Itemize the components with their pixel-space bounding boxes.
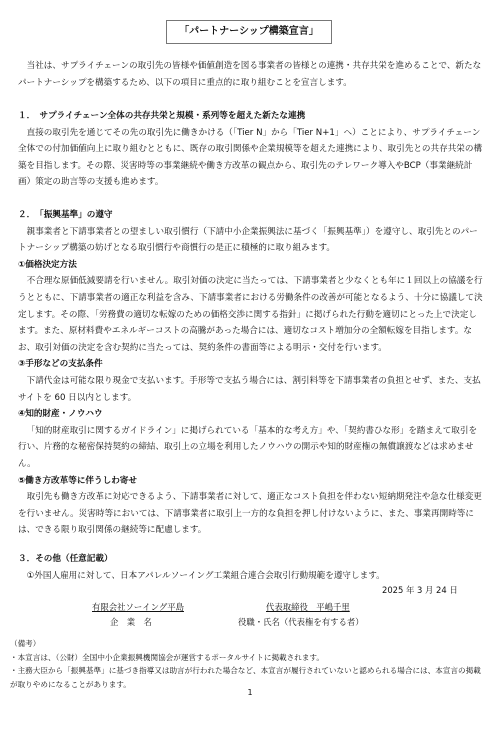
item-payment-heading: ③手形などの支払条件 [18,359,103,370]
item-workstyle-heading: ⑤働き方改革等に伴うしわ寄せ [18,475,137,486]
item-ip-heading: ④知的財産・ノウハウ [18,409,103,420]
document-title: 「パートナーシップ構築宣言」 [166,20,332,44]
section-1-body: 直接の取引先を通じてその先の取引先に働きかける（「Tier N」から「Tier N+1」へ）ことにより、サプライチェーン全体での付加価値向上に取り組むとともに、既存の取引関係や企業規模等を超えた連携により、取引先との共存共栄の構築を目指します。その際、災害時等の事業継続や働き方改革の観点から、取引先のテレワーク導入やBCP（事業継続計画）策定の助言等の支援も進めます。 [18,127,483,188]
section-2-heading: ２． 「振興基準」の遵守 [18,210,113,220]
item-price-body: 不合理な原価低減要請を行いません。取引対価の決定に当たっては、下請事業者と少なくとも年に１回以上の協議を行うとともに、下請事業者の適正な利益を含み、下請事業者における労働条件の改善が可能となるよう、十分に協議して決定します。その際、「労務費の適切な転嫁のための価格交渉に関する指針」に掲げられた行動を適切にとった上で決定します。また、原材料費やエネルギーコストの高騰があった場合には、適切なコスト増加分の全額転嫁を目指します。なお、取引対価の決定を含む契約に当たっては、契約条件の書面等による明示・交付を行います。 [18,276,483,353]
section-3-body: ①外国人雇用に対して、日本アパレルソーイング工業組合連合会取引行動規範を遵守します。 [26,570,385,581]
page-number: 1 [247,688,253,697]
representative-name: 代表取締役 平嶋千里 [266,602,350,612]
item-price-heading: ①価格決定方法 [18,259,77,270]
section-2-body: 親事業者と下請事業者との望ましい取引慣行（下請中小企業振興法に基づく「振興基準」）を遵守し、取引先とのパートナーシップ構築の妨げとなる取引慣行や商慣行の是正に積極的に取り組みます。 [18,226,478,254]
item-payment-body: 下請代金は可能な限り現金で支払います。手形等で支払う場合には、割引料等を下請事業者の負担とせず、また、支払サイトを 60 日以内とします。 [18,375,481,403]
company-name: 有限会社ソーイング平島 [92,602,184,612]
intro-section [18,58,484,91]
section-3-heading: ３．その他（任意記載） [18,554,113,564]
section-1-heading: １． サプライチェーン全体の共存共栄と規模・系列等を超えた新たな連携 [18,111,306,121]
representative-label: 役職・氏名（代表権を有する者） [238,617,364,627]
section-1 [18,108,484,191]
item-workstyle-body: 取引先も働き方改革に対応できるよう、下請事業者に対して、適正なコスト負担を伴わない短納期発注や急な仕様変更を行いません。災害時等においては、下請事業者に取引上一方的な負担を押し付けないように、また、事業再開時等には、できる限り取引関係の継続等に配慮します。 [18,492,482,536]
declaration-date: 2025 年 3 月 24 日 [382,585,458,595]
intro-paragraph: 当社は、サプライチェーンの取引先の皆様や価値創造を図る事業者の皆様との連携・共存共栄を進めることで、新たなパートナーシップを構築するため、以下の項目に重点的に取り組むことを宣言します。 [18,61,482,88]
note-line-1: ・本宣言は、（公財）全国中小企業振興機関協会が運営するポータルサイトに掲載されます。 [10,652,324,662]
section-2 [18,207,484,539]
notes-heading: （備考） [10,639,41,648]
section-3 [18,551,484,584]
company-label: 企 業 名 [110,617,152,627]
note-line-2: ・主務大臣から「振興基準」に基づき指導又は助言が行われた場合など、本宣言が履行されていないと認められる場合には、本宣言の掲載が取りやめになることがあります。 [10,666,481,689]
item-ip-body: 「知的財産取引に関するガイドライン」に掲げられている「基本的な考え方」や、「契約書ひな形」を踏まえて取引を行い、片務的な秘密保持契約の締結、取引上の立場を利用したノウハウの開示や知的財産権の無償譲渡などは求めません。 [18,425,478,469]
notes-section [10,637,486,691]
